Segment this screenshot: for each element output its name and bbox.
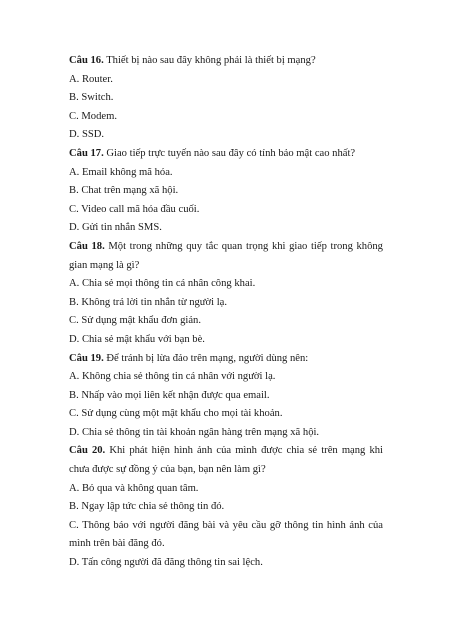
question-text: Giao tiếp trực tuyến nào sau đây có tính bảo mật cao nhất? [106, 147, 356, 159]
answer-option: B. Switch. [69, 92, 114, 104]
answer-option: A. Router. [69, 73, 113, 85]
question-number: Câu 19. [69, 352, 104, 364]
answer-option: C. Video call mã hóa đầu cuối. [69, 203, 200, 215]
answer-option: A. Không chia sẻ thông tin cá nhân với người lạ. [69, 371, 276, 383]
question-heading [69, 238, 383, 275]
question-list [69, 52, 383, 573]
question-number: Câu 16. [69, 55, 104, 66]
question-16 [69, 52, 383, 145]
question-17 [69, 145, 383, 238]
answer-option: C. Sử dụng cùng một mật khẩu cho mọi tài khoản. [69, 408, 283, 420]
question-heading [69, 350, 383, 369]
answer-option: A. Chia sẻ mọi thông tin cá nhân công khai. [69, 278, 256, 290]
answer-option: A. Bỏ qua và không quan tâm. [69, 482, 199, 494]
answer-option: C. Sử dụng mật khẩu đơn giản. [69, 315, 201, 327]
answer-option: D. Chia sẻ mật khẩu với bạn bè. [69, 333, 205, 345]
question-text: Để tránh bị lừa đảo trên mạng, người dùng nên: [106, 352, 309, 364]
question-heading [69, 442, 383, 479]
answer-option: B. Ngay lập tức chia sẻ thông tin đó. [69, 501, 225, 513]
answer-option: B. Không trả lời tin nhắn từ người lạ. [69, 296, 228, 308]
question-20 [69, 442, 383, 572]
answer-option: B. Nhấp vào mọi liên kết nhận được qua email. [69, 389, 270, 401]
question-heading [69, 52, 383, 71]
question-18 [69, 238, 383, 350]
question-number: Câu 18. [69, 240, 105, 252]
question-text: Khi phát hiện hình ảnh của mình được chia sẻ trên mạng khi chưa được sự đồng ý của bạn, bạn nên làm gì? [69, 445, 383, 476]
answer-option: C. Thông báo với người đăng bài và yêu cầu gỡ thông tin hình ảnh của mình trên bài đăng đó. [69, 519, 383, 550]
question-text: Thiết bị nào sau đây không phải là thiết bị mạng? [106, 55, 316, 66]
answer-option: C. Modem. [69, 110, 117, 122]
question-heading [69, 145, 383, 164]
answer-option: D. Tấn công người đã đăng thông tin sai lệch. [69, 557, 263, 569]
answer-option: D. Gửi tin nhắn SMS. [69, 222, 162, 234]
answer-option: D. Chia sẻ thông tin tài khoản ngân hàng trên mạng xã hội. [69, 426, 320, 438]
question-19 [69, 350, 383, 443]
answer-option: A. Email không mã hóa. [69, 166, 173, 178]
question-text: Một trong những quy tắc quan trọng khi giao tiếp trong không gian mạng là gì? [69, 240, 383, 271]
answer-option: B. Chat trên mạng xã hội. [69, 185, 179, 197]
question-number: Câu 20. [69, 445, 106, 457]
answer-option: D. SSD. [69, 129, 105, 141]
question-number: Câu 17. [69, 147, 104, 159]
